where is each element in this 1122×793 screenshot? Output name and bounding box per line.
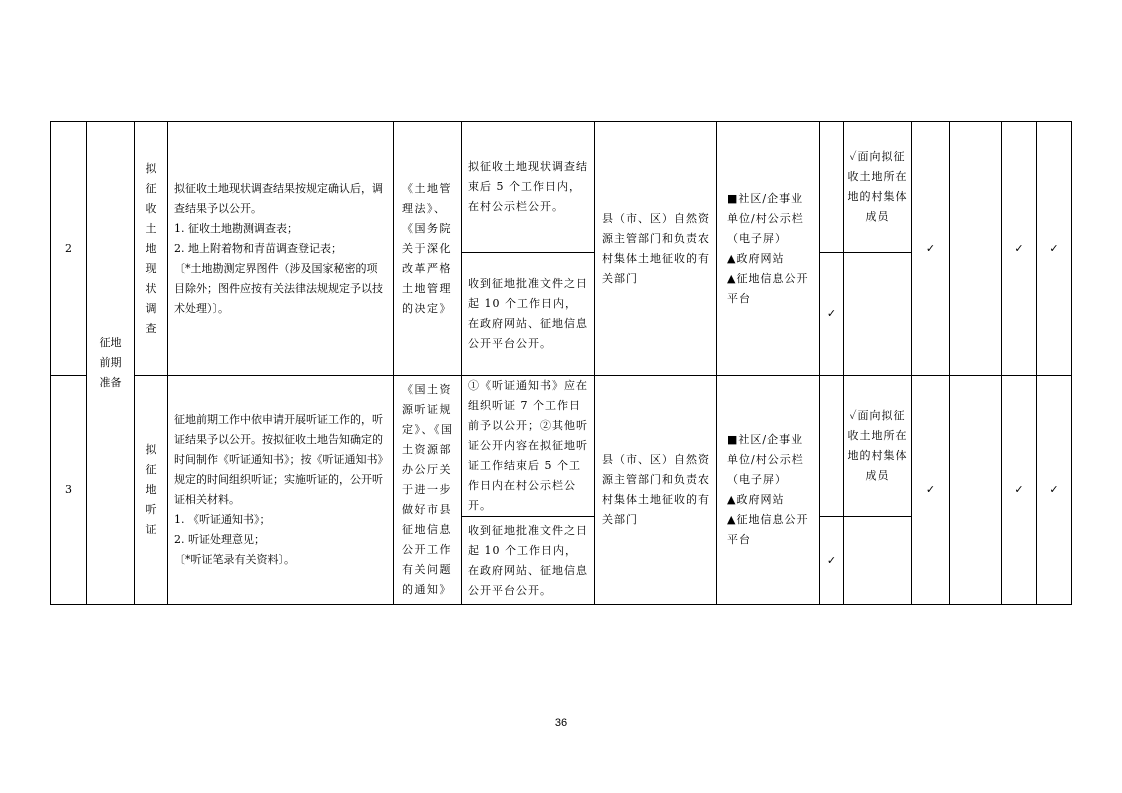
disclosure-time: ①《听证通知书》应在组织听证 7 个工作日前予以公开；②其他听证公开内容在拟征地听证工作结束后 5 个工作日内在村公示栏公开。 [462, 376, 595, 517]
check-cell: ✓ [820, 253, 844, 376]
stage-label [87, 122, 135, 605]
check-cell [950, 376, 1002, 605]
legal-basis: 《土地管理法》、 《国务院关于深化改革严格土地管理的决定》 [394, 122, 462, 376]
disclosure-time: 收到征地批准文件之日起 10 个工作日内，在政府网站、征地信息公开平台公开。 [462, 253, 595, 376]
disclosure-content: 征地前期工作中依申请开展听证工作的，听证结果予以公开。按拟征收土地告知确定的时间制作《听证通知书》；按《听证通知书》规定的时间组织听证；实施听证的，公开听证相关材料。 1. 《听证通知书》； 2. 听证处理意见； 〔*听证笔录有关资料〕。 [168, 376, 394, 605]
disclosure-channels: ■社区/企事业单位/村公示栏（电子屏） ▲政府网站 ▲征地信息公开平台 [717, 122, 820, 376]
check-cell [820, 122, 844, 253]
disclosure-scope: ✓面向拟征收土地所在地的村集体成员 [844, 376, 912, 517]
disclosure-content: 拟征收土地现状调查结果按规定确认后，调查结果予以公开。 1. 征收土地勘测调查表； 2. 地上附着物和青苗调查登记表； 〔*土地勘测定界图件（涉及国家秘密的项目除外；图件应按有关法律法规规定予以技术处理）〕。 [168, 122, 394, 376]
disclosure-channels: ■社区/企事业单位/村公示栏（电子屏） ▲政府网站 ▲征地信息公开平台 [717, 376, 820, 605]
page-number: 36 [554, 717, 568, 729]
legal-basis: 《国土资源听证规定》、《国土资源部办公厅关于进一步做好市县征地信息公开工作有关问题的通知》 [394, 376, 462, 605]
check-cell: ✓ [912, 376, 950, 605]
row-number: 2 [51, 122, 87, 376]
item-name: 拟 征 收 土 地 现 状 调 查 [135, 122, 168, 376]
check-cell [950, 122, 1002, 376]
empty-cell [844, 517, 912, 605]
check-cell: ✓ [912, 122, 950, 376]
row-number: 3 [51, 376, 87, 605]
check-cell: ✓ [1037, 122, 1072, 376]
check-cell: ✓ [820, 517, 844, 605]
stage-label-line: 征地 [99, 336, 122, 349]
check-cell: ✓ [1002, 376, 1037, 605]
stage-label-line: 准备 [99, 376, 122, 389]
item-name: 拟 征 地 听 证 [135, 376, 168, 605]
disclosure-time: 拟征收土地现状调查结束后 5 个工作日内，在村公示栏公开。 [462, 122, 595, 253]
responsible-department: 县（市、区）自然资源主管部门和负责农村集体土地征收的有关部门 [595, 122, 717, 376]
responsible-department: 县（市、区）自然资源主管部门和负责农村集体土地征收的有关部门 [595, 376, 717, 605]
disclosure-time: 收到征地批准文件之日起 10 个工作日内，在政府网站、征地信息公开平台公开。 [462, 517, 595, 605]
check-cell: ✓ [1002, 122, 1037, 376]
disclosure-table [50, 121, 1072, 605]
disclosure-scope: ✓面向拟征收土地所在地的村集体成员 [844, 122, 912, 253]
stage-label-line: 前期 [99, 356, 122, 369]
empty-cell [844, 253, 912, 376]
check-cell [820, 376, 844, 517]
check-cell: ✓ [1037, 376, 1072, 605]
